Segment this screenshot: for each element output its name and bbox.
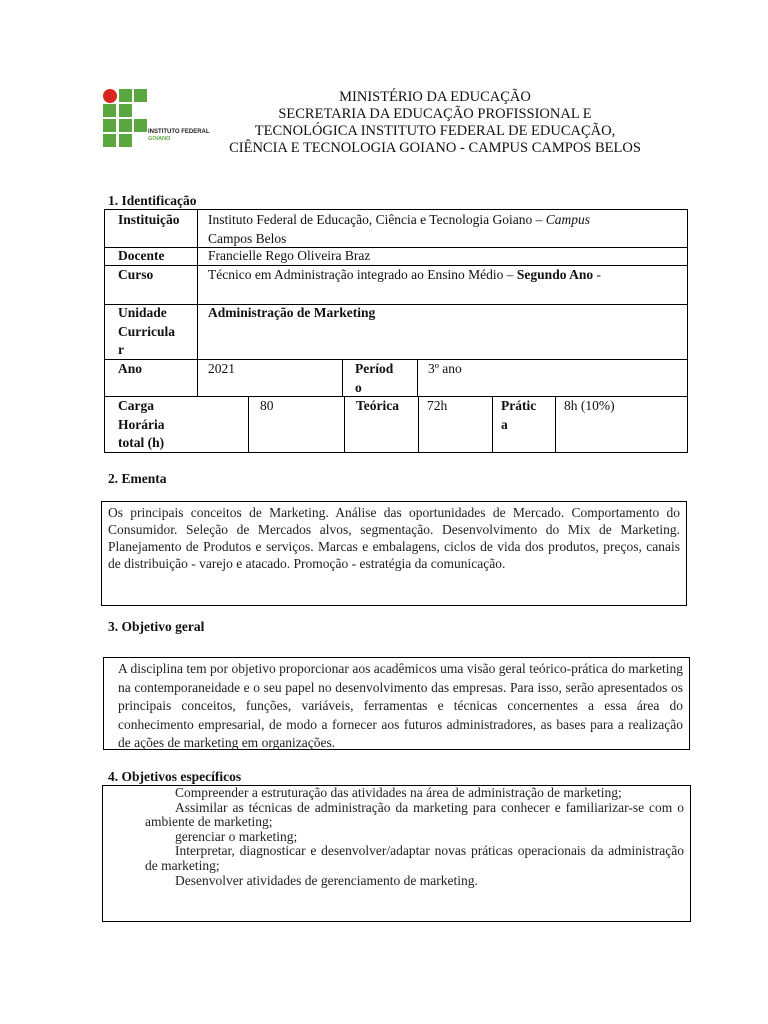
value-pratica: 8h (10%) bbox=[564, 398, 615, 413]
label-ano: Ano bbox=[118, 361, 143, 376]
label-instituicao: Instituição bbox=[118, 212, 180, 227]
label-unidade-curricular: Unidade Curricula r bbox=[118, 305, 175, 357]
label-docente: Docente bbox=[118, 248, 165, 263]
list-item: gerenciar o marketing; bbox=[175, 828, 298, 844]
logo-text-institute: INSTITUTO FEDERAL bbox=[148, 129, 210, 135]
value-docente: Francielle Rego Oliveira Braz bbox=[208, 248, 371, 263]
objetivos-especificos-box bbox=[102, 785, 691, 922]
header-line-3: TECNOLÓGICA INSTITUTO FEDERAL DE EDUCAÇÃO, bbox=[254, 123, 616, 139]
ementa-text: Os principais conceitos de Marketing. Análise das oportunidades de Mercado. Comportamento do Consumidor. Seleção de Mercados alvos, segmentação. Desenvolvimento do Mix de Marketing. Planejamento de Produtos e serviços. Marcas e embalagens, ciclos de vida dos produtos, preços, canais de distribuição - varejo e atacado. Promoção - estratégia da comunicação. bbox=[108, 505, 680, 571]
label-curso: Curso bbox=[118, 267, 154, 282]
identification-table bbox=[104, 209, 688, 453]
ementa-box bbox=[101, 501, 687, 606]
list-item: Desenvolver atividades de gerenciamento de marketing. bbox=[175, 872, 478, 888]
header-line-1: MINISTÉRIO DA EDUCAÇÃO bbox=[339, 89, 531, 105]
section-title-identificacao: 1. Identificação bbox=[108, 193, 197, 208]
document-header bbox=[180, 89, 690, 157]
value-periodo: 3º ano bbox=[428, 361, 462, 376]
label-pratica: Prátic a bbox=[501, 398, 537, 432]
header-line-4: CIÊNCIA E TECNOLOGIA GOIANO - CAMPUS CAMPOS BELOS bbox=[229, 140, 641, 156]
label-teorica: Teórica bbox=[356, 398, 399, 413]
objetivo-geral-text: A disciplina tem por objetivo proporcionar aos acadêmicos uma visão geral teórico-prática do marketing na contemporaneidade e o seu papel no desenvolvimento das empresas. Para isso, serão apresentados os principais conceitos, funções, variáveis, ferramentas e técnicas concernentes a essa área do conhecimento empresarial, de modo a fornecer aos futuros administradores, as bases para a realização de ações de marketing em organizações. bbox=[118, 661, 683, 750]
label-carga-horaria: Carga Horária total (h) bbox=[118, 398, 165, 450]
list-item: Assimilar as técnicas de administração da marketing para conhecer e familiarizar-se com o ambiente de marketing; bbox=[145, 799, 684, 830]
value-unidade-curricular: Administração de Marketing bbox=[208, 305, 376, 320]
logo-text-campus: GOIANO bbox=[148, 136, 171, 142]
section-title-ementa: 2. Ementa bbox=[108, 471, 167, 486]
value-carga-horaria: 80 bbox=[260, 398, 274, 413]
objetivo-geral-box bbox=[103, 657, 690, 750]
header-line-2: SECRETARIA DA EDUCAÇÃO PROFISSIONAL E bbox=[278, 106, 592, 122]
value-curso: Técnico em Administração integrado ao Ensino Médio – Segundo Ano - bbox=[208, 267, 601, 282]
label-periodo: Períod o bbox=[355, 361, 394, 395]
value-ano: 2021 bbox=[208, 361, 235, 376]
value-instituicao: Instituto Federal de Educação, Ciência e Tecnologia Goiano – Campus Campos Belos bbox=[208, 212, 590, 246]
section-title-objetivos-especificos: 4. Objetivos específicos bbox=[108, 769, 242, 784]
list-item: Compreender a estruturação das atividades na área de administração de marketing; bbox=[175, 785, 622, 800]
section-title-objetivo-geral: 3. Objetivo geral bbox=[108, 619, 205, 634]
value-teorica: 72h bbox=[427, 398, 448, 413]
list-item: Interpretar, diagnosticar e desenvolver/adaptar novas práticas operacionais da administração de marketing; bbox=[145, 843, 684, 873]
